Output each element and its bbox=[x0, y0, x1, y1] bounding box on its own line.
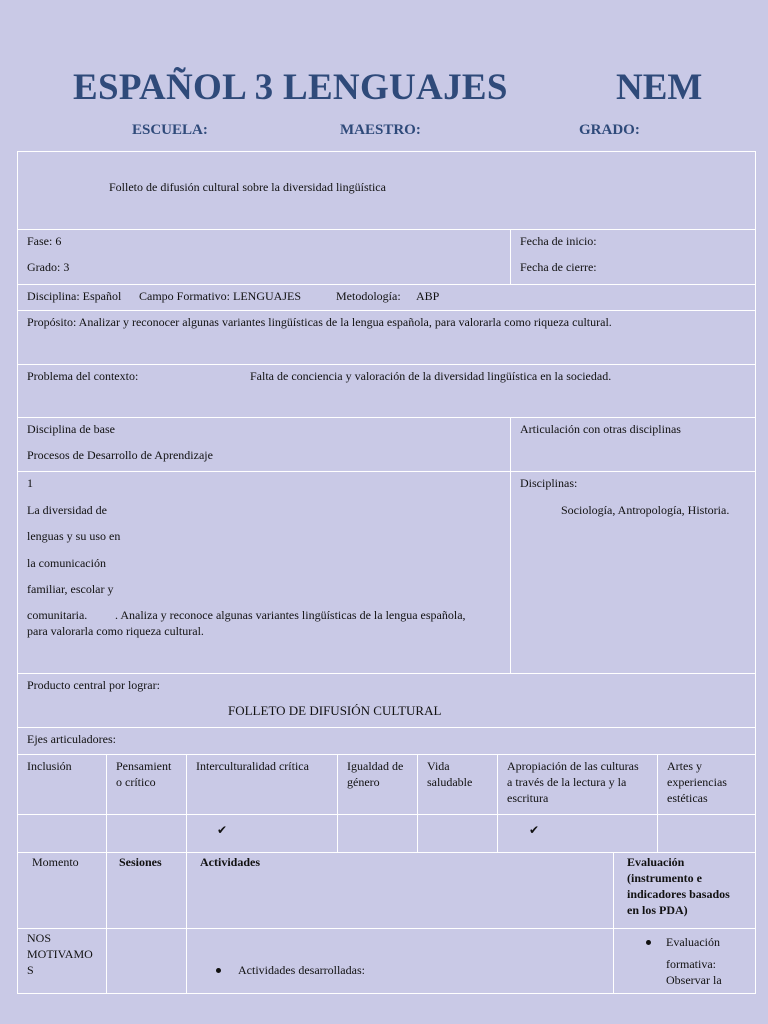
eje-apropiacion-cell bbox=[497, 754, 658, 815]
problema-label: Problema del contexto: bbox=[27, 369, 139, 383]
eje-check-cell bbox=[17, 814, 107, 853]
pda-label: Procesos de Desarrollo de Aprendizaje bbox=[27, 448, 213, 462]
metodologia-value: ABP bbox=[416, 289, 440, 303]
problema-value: Falta de conciencia y valoración de la diversidad lingüística en la sociedad. bbox=[250, 369, 612, 383]
disciplinas-value: Sociología, Antropología, Historia. bbox=[561, 503, 730, 517]
fase-text: Fase: 6 bbox=[27, 234, 62, 248]
fecha-cierre: Fecha de cierre: bbox=[520, 260, 597, 274]
momento-header-text: Momento bbox=[32, 855, 79, 869]
escuela-label: ESCUELA: bbox=[132, 122, 208, 138]
evaluacion-text: Observar la bbox=[666, 973, 722, 987]
producto-label: Producto central por lograr: bbox=[27, 678, 160, 692]
ejes-label: Ejes articuladores: bbox=[27, 732, 116, 746]
disciplinas-label: Disciplinas: bbox=[520, 476, 578, 490]
evaluacion-header bbox=[613, 852, 756, 929]
fecha-inicio: Fecha de inicio: bbox=[520, 234, 597, 248]
disciplina-text: Disciplina: Español bbox=[27, 289, 122, 303]
actividades-cell bbox=[186, 928, 614, 994]
eje-label: Igualdad de bbox=[347, 759, 404, 773]
proposito-text: Propósito: Analizar y reconocer algunas variantes lingüísticas de la lengua española, para valorarla como riqueza cultural. bbox=[27, 315, 612, 329]
eje-check-cell bbox=[657, 814, 756, 853]
fase-grado-cell bbox=[17, 229, 511, 285]
eje-vida-cell bbox=[417, 754, 498, 815]
ejes-label-cell bbox=[17, 727, 756, 755]
eje-label: género bbox=[347, 775, 380, 789]
eje-pensamiento-cell bbox=[106, 754, 187, 815]
checkmark-icon: ✔ bbox=[217, 823, 228, 837]
articulacion-label: Articulación con otras disciplinas bbox=[520, 422, 681, 436]
actividad-text: Actividades desarrolladas: bbox=[238, 963, 365, 977]
disciplina-base-label: Disciplina de base bbox=[27, 422, 115, 436]
evaluacion-header-text: en los PDA) bbox=[627, 903, 688, 917]
producto-cell bbox=[17, 673, 756, 728]
eje-label: Pensamient bbox=[116, 759, 172, 773]
evaluacion-cell bbox=[613, 928, 756, 994]
evaluacion-header-text: indicadores basados bbox=[627, 887, 730, 901]
eje-interculturalidad-cell bbox=[186, 754, 338, 815]
eje-label: Vida bbox=[427, 759, 450, 773]
eje-label: Inclusión bbox=[27, 759, 72, 773]
disciplinas-cell bbox=[510, 471, 756, 674]
momento-header bbox=[17, 852, 107, 929]
disciplina-base-cell bbox=[17, 417, 511, 472]
contenido-line: comunitaria. bbox=[27, 608, 88, 622]
grado-label: GRADO: bbox=[579, 122, 640, 138]
problema-cell bbox=[17, 364, 756, 418]
eje-label: Interculturalidad crítica bbox=[196, 759, 309, 773]
campo-formativo-text: Campo Formativo: LENGUAJES bbox=[139, 289, 301, 303]
eje-label: Artes y bbox=[667, 759, 702, 773]
actividades-header bbox=[186, 852, 614, 929]
eje-label: o crítico bbox=[116, 775, 156, 789]
sesiones-header bbox=[106, 852, 187, 929]
page-title: ESPAÑOL 3 LENGUAJES bbox=[73, 67, 508, 108]
checkmark-icon: ✔ bbox=[529, 823, 540, 837]
eje-label: saludable bbox=[427, 775, 473, 789]
eje-label: escritura bbox=[507, 791, 549, 805]
project-title-cell bbox=[17, 151, 756, 230]
project-title: Folleto de difusión cultural sobre la diversidad lingüística bbox=[109, 180, 386, 194]
eje-label: a través de la lectura y la bbox=[507, 775, 627, 789]
contenido-line: la comunicación bbox=[27, 556, 106, 570]
evaluacion-text: formativa: bbox=[666, 957, 716, 971]
planning-table bbox=[17, 151, 756, 994]
momento-cell bbox=[17, 928, 107, 994]
proposito-cell bbox=[17, 310, 756, 365]
pda-text-line: para valorarla como riqueza cultural. bbox=[27, 624, 204, 638]
fechas-cell bbox=[510, 229, 756, 285]
sesiones-cell bbox=[106, 928, 187, 994]
pda-text-line: . Analiza y reconoce algunas variantes lingüísticas de la lengua española, bbox=[115, 608, 466, 622]
eje-inclusion-cell bbox=[17, 754, 107, 815]
momento-text: NOS bbox=[27, 931, 52, 945]
producto-value: FOLLETO DE DIFUSIÓN CULTURAL bbox=[228, 703, 442, 718]
eje-label: experiencias bbox=[667, 775, 727, 789]
eje-igualdad-cell bbox=[337, 754, 418, 815]
disciplina-cell bbox=[17, 284, 756, 311]
eje-check-cell bbox=[337, 814, 418, 853]
metodologia-label: Metodología: bbox=[336, 289, 401, 303]
actividades-header-text: Actividades bbox=[200, 855, 260, 869]
eje-label: estéticas bbox=[667, 791, 708, 805]
eje-check-cell bbox=[186, 814, 338, 853]
eje-check-cell bbox=[497, 814, 658, 853]
contenido-line: familiar, escolar y bbox=[27, 582, 114, 596]
contenido-line: lenguas y su uso en bbox=[27, 529, 121, 543]
page-title-right: NEM bbox=[616, 67, 703, 108]
sesiones-header-text: Sesiones bbox=[119, 855, 162, 869]
evaluacion-header-text: (instrumento e bbox=[627, 871, 702, 885]
eje-label: Apropiación de las culturas bbox=[507, 759, 639, 773]
eje-check-cell bbox=[106, 814, 187, 853]
articulacion-cell bbox=[510, 417, 756, 472]
grado-text: Grado: 3 bbox=[27, 260, 70, 274]
bullet-icon bbox=[216, 968, 221, 973]
contenido-cell bbox=[17, 471, 511, 674]
eje-artes-cell bbox=[657, 754, 756, 815]
evaluacion-header-text: Evaluación bbox=[627, 855, 685, 869]
eje-check-cell bbox=[417, 814, 498, 853]
maestro-label: MAESTRO: bbox=[340, 122, 421, 138]
contenido-line: La diversidad de bbox=[27, 503, 107, 517]
contenido-number: 1 bbox=[27, 476, 33, 490]
momento-text: S bbox=[27, 963, 34, 977]
momento-text: MOTIVAMO bbox=[27, 947, 93, 961]
evaluacion-text: Evaluación bbox=[666, 935, 720, 949]
bullet-icon bbox=[646, 940, 651, 945]
